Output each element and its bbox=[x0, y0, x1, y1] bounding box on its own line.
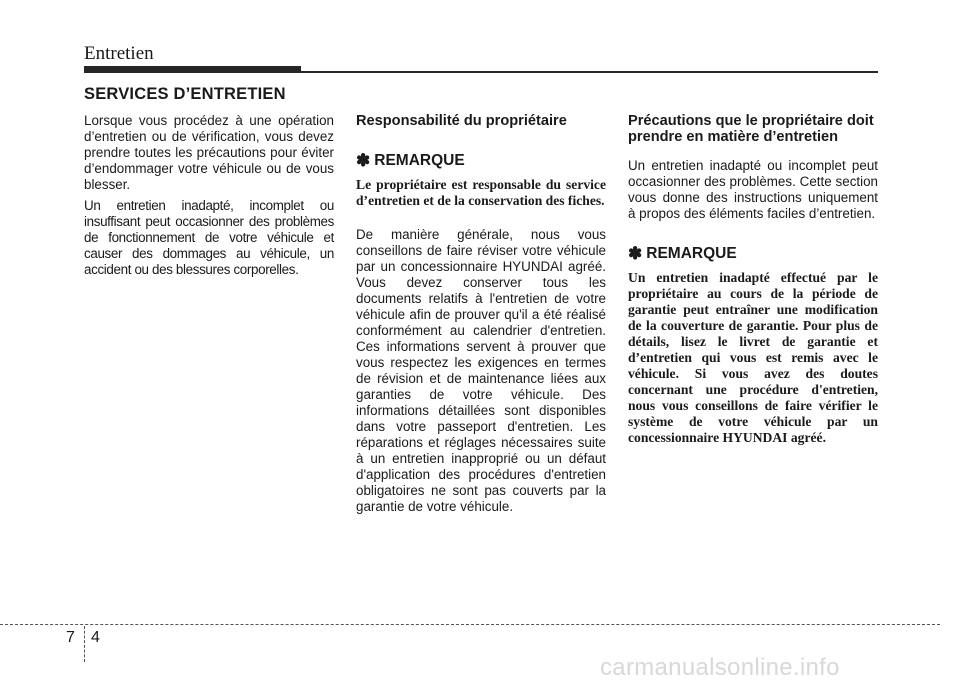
owner-precautions-heading: Précautions que le propriétaire doit prendre en matière d’entretien bbox=[628, 113, 874, 145]
chapter-number: 7 bbox=[66, 629, 75, 646]
remark-label: REMARQUE bbox=[646, 245, 737, 262]
section-title: SERVICES D’ENTRETIEN bbox=[84, 85, 286, 103]
column-right bbox=[628, 113, 878, 464]
header-rule-thin bbox=[301, 71, 878, 73]
remark-text: Le propriétaire est responsable du service d’entretien et de la conservation des fiches. bbox=[356, 177, 606, 208]
chapter-title: Entretien bbox=[84, 43, 154, 64]
warning-paragraph: Un entretien inadapté, incomplet ou insuffisant peut occasionner des problèmes de fonctionnement de votre véhicule et causer des dommages au véhicule, un accident ou des blessures corporelles. bbox=[84, 198, 334, 277]
watermark-text: carmanualsonline.info bbox=[600, 654, 840, 681]
footer-dashed-rule bbox=[0, 624, 940, 625]
owner-responsibility-body: De manière générale, nous vous conseillons de faire réviser votre véhicule par un concessionnaire HYUNDAI agréé. Vous devez conserver tous les documents relatifs à l'entretien de votre véhicule afin de prouver qu'il a été réalisé conformément au calendrier d'entretien. Ces informations servent à prouver que vous respectez les exigences en termes de révision et de maintenance liées aux garanties de votre véhicule. Des informations détaillées sont disponibles dans votre passeport d'entretien. Les réparations et réglages nécessaires suite à un entretien inapproprié ou un défaut d'application des procédures d'entretien obligatoires ne sont pas couverts par la garantie de votre véhicule. bbox=[356, 227, 606, 514]
intro-paragraph: Lorsque vous procédez à une opération d’entretien ou de vérification, vous devez prendre toutes les précautions pour éviter d’endommager votre véhicule ou de vous blesser. bbox=[84, 113, 334, 192]
remark-text: Un entretien inadapté effectué par le propriétaire au cours de la période de garantie peut entraîner une modification de la couverture de garantie. Pour plus de détails, lisez le livret de garantie et d’entretien qui vous est remis avec le véhicule. Si vous avez des doutes concernant une procédure d'entretien, nous vous conseillons de faire vérifier le système de votre véhicule par un concessionnaire HYUNDAI agréé. bbox=[628, 270, 878, 445]
owner-precautions-body: Un entretien inadapté ou incomplet peut occasionner des problèmes. Cette section vous donne des instructions uniquement à propos des éléments faciles d’entretien. bbox=[628, 158, 878, 221]
remark-heading bbox=[356, 151, 606, 171]
header-rule-thick bbox=[84, 66, 301, 73]
column-middle bbox=[356, 113, 606, 520]
asterisk-icon: ✽ bbox=[356, 151, 371, 170]
footer-dashed-divider bbox=[84, 626, 85, 662]
asterisk-icon: ✽ bbox=[628, 244, 643, 263]
page-number: 4 bbox=[91, 629, 100, 646]
column-left bbox=[84, 113, 334, 283]
remark-label: REMARQUE bbox=[374, 152, 465, 169]
remark-heading bbox=[628, 244, 878, 264]
owner-responsibility-heading: Responsabilité du propriétaire bbox=[356, 113, 567, 129]
